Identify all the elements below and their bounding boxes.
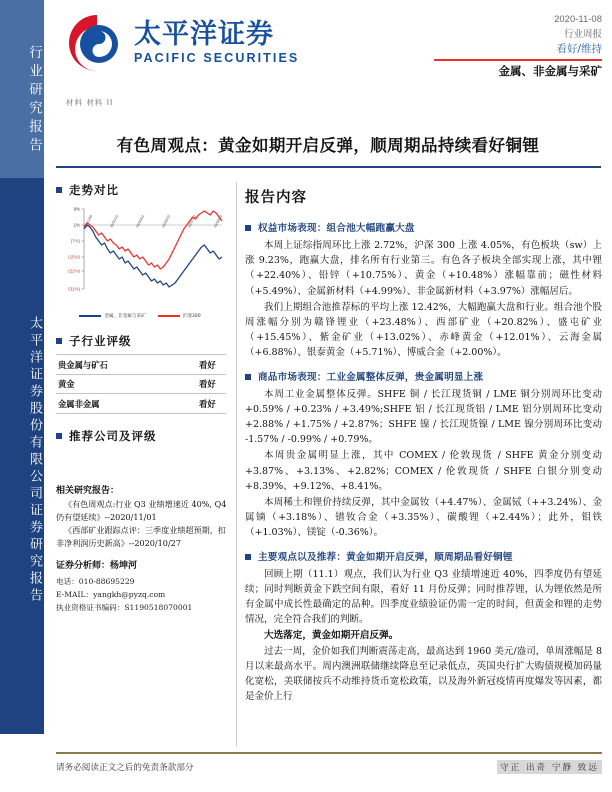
section-paragraph: 本周上证综指周环比上涨 2.72%，沪深 300 上涨 4.05%，有色板块（sw）上涨 9.23%，跑赢大盘，排名所有行业第三。有色各子板块全部实现上涨，其中锂（+22.40%）、铅锌（+10.75%）、黄金（+10.48%）涨幅靠前；磁性材料（+5.49%）、金属新材料（+4.99%）、非金属新材料（+3.97%）涨幅居后。 bbox=[245, 240, 602, 297]
recommend-section-header bbox=[56, 428, 228, 444]
column-divider bbox=[236, 182, 237, 747]
legend-swatch-1 bbox=[158, 315, 180, 317]
section-paragraph: 过去一周，金价如我们判断震荡走高，最高达到 1960 美元/盎司，单周涨幅是 8 月以来最高水平。周内澳洲联储继续降息至记录低点，英国央行扩大购债规模加码量化宽松，美联储按兵不动维持货币宽松政策，以及海外新冠疫情再度爆发等因素，都是金价上行 bbox=[245, 645, 602, 703]
report-type: 行业周报 bbox=[563, 29, 602, 40]
analyst-license: 执业资格证书编码：S1190518070001 bbox=[56, 603, 193, 613]
report-header bbox=[44, 0, 612, 108]
footer-divider bbox=[56, 752, 602, 754]
section-paragraph: 我们上期组合池推荐标的平均上涨 12.42%，大幅跑赢大盘和行业。组合池个股周涨幅分别为赣锋锂业（+23.48%）、西部矿业（+20.82%）、盛屯矿业（+15.45%）、紫金矿业（+13.02%）、赤峰黄金（+12.01%）、云海金属（+6.88%）、银泰黄金（+5.71%）、博威合金（+2.00%）。 bbox=[245, 301, 602, 359]
subrating-name: 黄金 bbox=[56, 374, 113, 394]
report-date: 2020-11-08 bbox=[554, 14, 602, 25]
section-heading bbox=[245, 550, 602, 565]
section-paragraph: 本周工业金属整体反弹。SHFE 铜 / 长江现货铜 / LME 铜分别周环比变动+0.59% / +0.23% / +3.49%;SHFE 铝 / 长江现货铝 / LME 铝分别周环比变动 +2.88% / +1.75% / +2.87%；SHFE 镍 / 长江现货镍 / LME 镍分别周环比变动 -1.57% / -0.99% / +0.79%。 bbox=[245, 388, 602, 446]
pacific-securities-logo-icon bbox=[66, 12, 128, 74]
table-row bbox=[56, 374, 226, 394]
legend-item-0 bbox=[79, 313, 145, 319]
square-bullet-icon bbox=[245, 554, 251, 560]
trend-section-header bbox=[56, 182, 228, 198]
subrating-value: 看好 bbox=[113, 355, 226, 375]
subrating-value: 看好 bbox=[113, 374, 226, 394]
related-reports-list bbox=[56, 498, 228, 549]
svg-text:(31%): (31%) bbox=[68, 286, 80, 292]
trend-section-label: 走势对比 bbox=[69, 183, 119, 197]
section-heading-label: 商品市场表现：工业金属整体反弹，贵金属明显上涨 bbox=[258, 371, 484, 383]
subrating-section-label: 子行业评级 bbox=[69, 334, 132, 348]
svg-text:20/03/02: 20/03/02 bbox=[135, 214, 146, 229]
table-row bbox=[56, 394, 226, 414]
footer-slogan: 守正 出奇 宁静 致远 bbox=[497, 760, 602, 774]
sidebar-bottom-label: 太平洋证券股份有限公司证券研究报告 bbox=[27, 315, 42, 605]
square-bullet-icon bbox=[245, 374, 251, 380]
svg-text:1%: 1% bbox=[73, 222, 80, 228]
related-report-item[interactable]: 《西部矿业跟踪点评：三季度业绩超预期，扣非净利润历史新高》--2020/10/27 bbox=[56, 525, 226, 548]
page-title: 有色周观点：黄金如期开启反弹，顺周期品持续看好铜锂 bbox=[116, 136, 540, 155]
header-meta bbox=[402, 12, 602, 79]
subrating-name: 贵金属与矿石 bbox=[56, 355, 113, 375]
table-row bbox=[56, 355, 226, 375]
svg-text:20/07/02: 20/07/02 bbox=[187, 214, 198, 229]
section-paragraph: 本周贵金属明显上涨，其中 COMEX / 伦敦现货 / SHFE 黄金分别变动+3.87%、+3.13%、+2.82%；COMEX / 伦敦现货 / SHFE 白银分别变动+8.39%、+9.12%、+8.41%。 bbox=[245, 450, 602, 492]
section-heading bbox=[245, 370, 602, 385]
content-heading: 报告内容 bbox=[245, 189, 307, 206]
brand-wordmark bbox=[134, 20, 299, 66]
section-heading-label: 主要观点以及推荐：黄金如期开启反弹，顺周期品看好铜锂 bbox=[258, 551, 513, 563]
legend-item-1 bbox=[158, 313, 201, 319]
brand-name-en: PACIFIC SECURITIES bbox=[134, 51, 300, 65]
section-paragraph: 回顾上期（11.1）观点，我们认为行业 Q3 业绩增速近 40%，四季度仍有望延续；同时判断黄金下跌空间有限，看好 11 月份反弹；同时推荐锂，认为锂依然是所有金属中成长性最确定的品种。四季度业绩验证仍需一定的时间，但黄金和锂的走势情况，完全符合我们的判断。 bbox=[245, 568, 602, 626]
square-bullet-icon bbox=[245, 225, 251, 231]
page-footer bbox=[56, 760, 602, 774]
svg-text:(7%): (7%) bbox=[70, 238, 80, 244]
svg-text:20/05/02: 20/05/02 bbox=[161, 214, 172, 229]
analyst-phone: 电话：010-88695229 bbox=[56, 577, 135, 587]
subrating-section-header bbox=[56, 333, 228, 349]
svg-text:20/01/02: 20/01/02 bbox=[109, 214, 120, 229]
rating-badge: 看好/维持 bbox=[556, 43, 602, 55]
subrating-table bbox=[56, 354, 226, 414]
legend-label-1: 沪深300 bbox=[182, 314, 201, 319]
section-heading-label: 权益市场表现：组合池大幅跑赢大盘 bbox=[258, 223, 415, 234]
title-block bbox=[44, 134, 612, 168]
meta-divider bbox=[434, 59, 602, 61]
left-column bbox=[56, 182, 228, 614]
analyst-name: 证券分析师：杨坤河 bbox=[56, 561, 138, 572]
square-bullet-icon bbox=[56, 338, 62, 344]
right-column bbox=[245, 186, 602, 705]
related-reports-title: 相关研究报告： bbox=[56, 486, 120, 497]
brand-name-cn: 太平洋证券 bbox=[134, 19, 274, 50]
square-bullet-icon bbox=[56, 187, 62, 193]
svg-text:(15%): (15%) bbox=[68, 254, 80, 260]
subrating-name: 金属非金属 bbox=[56, 394, 113, 414]
title-divider bbox=[56, 166, 601, 168]
svg-text:19/11/08: 19/11/08 bbox=[83, 214, 94, 229]
recommend-section-label: 推荐公司及评级 bbox=[69, 429, 157, 444]
industry-tagline: 材料 材料 II bbox=[66, 98, 114, 107]
vertical-sidebar bbox=[0, 0, 44, 792]
svg-text:9%: 9% bbox=[73, 206, 80, 212]
subrating-value: 看好 bbox=[113, 394, 226, 414]
svg-text:(22%): (22%) bbox=[68, 268, 80, 274]
trend-comparison-chart bbox=[58, 203, 226, 311]
content-sections bbox=[245, 221, 602, 704]
related-report-item[interactable]: 《有色周观点:行业 Q3 业绩增速近 40%, Q4 仍有望延续》--2020/11/01 bbox=[56, 499, 227, 522]
section-heading bbox=[245, 221, 602, 236]
brand-logo bbox=[66, 12, 299, 74]
sector-name: 金属、非金属与采矿 bbox=[498, 64, 602, 79]
analyst-email: E-MAIL：yangkh@pyzq.com bbox=[56, 590, 166, 600]
section-paragraph: 本周稀土和锂价持续反弹，其中金属钕（+4.47%）、金属铽（++3.24%）、金属镝（+3.18%）、镨钕合金（+3.35%）、碳酸锂（+2.44%）；此外，钼铁（+1.03%）、镁锭（-0.36%）。 bbox=[245, 497, 602, 539]
footer-disclaimer: 请务必阅读正文之后的免责条款部分 bbox=[56, 763, 194, 773]
section-subheading: 大选落定，黄金如期开启反弹。 bbox=[264, 630, 399, 642]
legend-label-0: 金属、非金属与采矿 bbox=[104, 314, 146, 319]
svg-text:20/09/02: 20/09/02 bbox=[213, 214, 224, 229]
legend-swatch-0 bbox=[79, 315, 101, 317]
square-bullet-icon bbox=[56, 433, 62, 439]
sidebar-top-label: 行业研究报告 bbox=[26, 44, 42, 156]
